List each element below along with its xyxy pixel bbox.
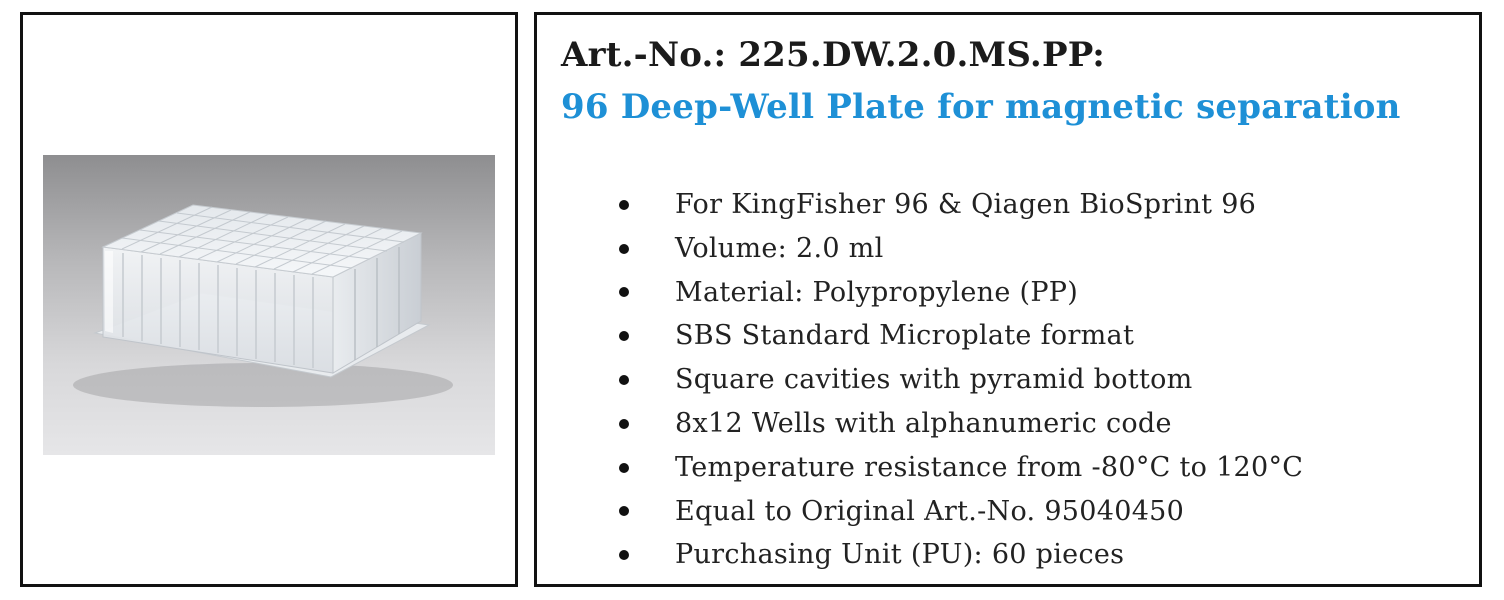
bullet-icon [619, 550, 629, 560]
bullet-icon [619, 375, 629, 385]
feature-item [613, 446, 1303, 490]
feature-item [613, 227, 1303, 271]
article-number-heading: Art.-No.: 225.DW.2.0.MS.PP: [561, 35, 1106, 75]
product-subtitle: 96 Deep-Well Plate for magnetic separation [561, 87, 1401, 127]
bullet-icon [619, 287, 629, 297]
feature-list [613, 183, 1303, 577]
feature-text: Purchasing Unit (PU): 60 pieces [675, 539, 1125, 571]
feature-text: For KingFisher 96 & Qiagen BioSprint 96 [675, 189, 1257, 220]
feature-text: Square cavities with pyramid bottom [675, 364, 1193, 396]
feature-item [613, 533, 1303, 577]
feature-item [613, 490, 1303, 534]
deep-well-plate-illustration [43, 155, 495, 455]
bullet-icon [619, 244, 629, 254]
bullet-icon [619, 463, 629, 473]
feature-text: 8x12 Wells with alphanumeric code [675, 407, 1172, 439]
bullet-icon [619, 331, 629, 341]
product-image-panel [20, 12, 518, 587]
feature-text: Equal to Original Art.-No. 95040450 [675, 495, 1185, 527]
deep-well-plate-photo [43, 155, 495, 455]
feature-item [613, 183, 1303, 227]
feature-item [613, 314, 1303, 358]
bullet-icon [619, 506, 629, 516]
product-info-panel [534, 12, 1482, 587]
feature-text: Material: Polypropylene (PP) [675, 276, 1079, 308]
bullet-icon [619, 419, 629, 429]
feature-text: SBS Standard Microplate format [675, 320, 1135, 352]
feature-text: Volume: 2.0 ml [675, 232, 884, 264]
feature-text: Temperature resistance from -80°C to 120°C [675, 451, 1304, 483]
feature-item [613, 358, 1303, 402]
feature-item [613, 402, 1303, 446]
bullet-icon [619, 200, 629, 210]
feature-item [613, 271, 1303, 315]
